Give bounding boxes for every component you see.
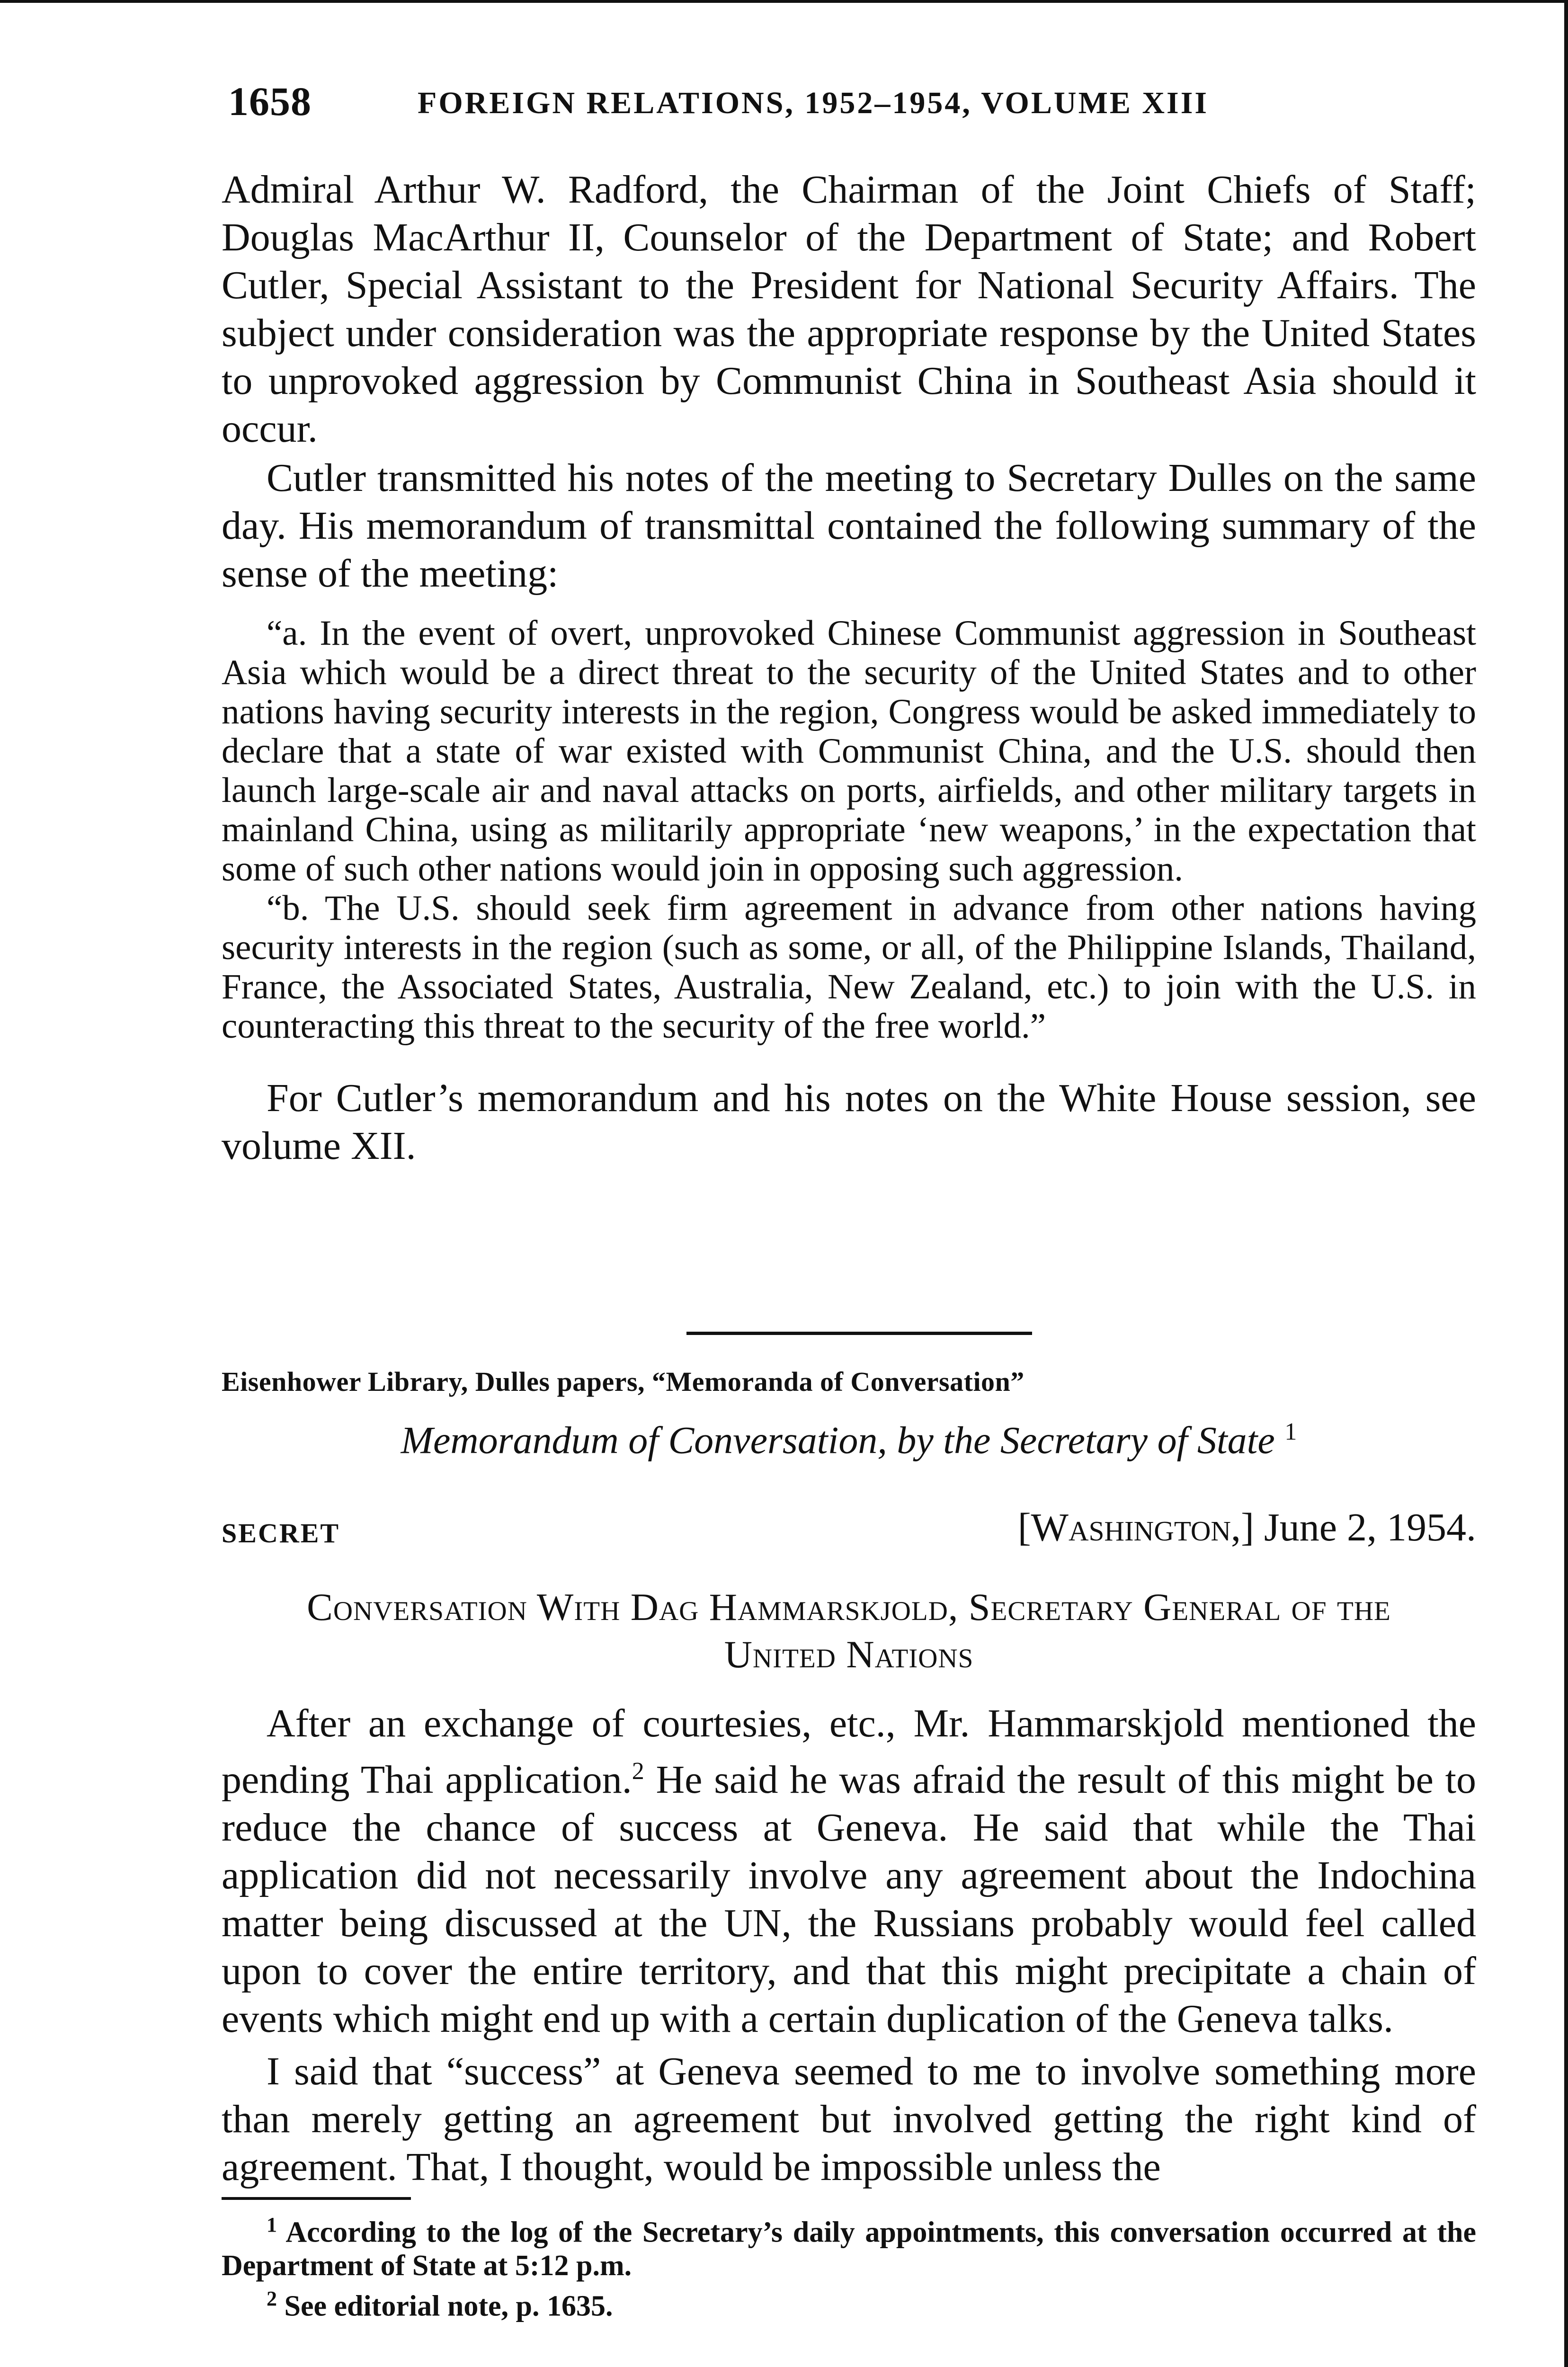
section-divider [686,1332,1032,1335]
document-title-text: Memorandum of Conversation, by the Secretary of State [401,1418,1275,1462]
page-edge-top [0,0,1568,3]
footnote-1-mark: 1 [267,2213,277,2236]
page-header [228,76,1308,133]
page-edge-right [1564,0,1568,2367]
memorandum-body [222,1700,1476,2191]
quoted-summary-a: “a. In the event of overt, unprovoked Chinese Communist aggression in Southeast Asia which would be a direct threat to the security of the United States and to other nations having security interests in the region, Congress would be asked immediately to declare that a state of war existed with Communist China, and the U.S. should then launch large-scale air and naval attacks on ports, airfields, and other military targets in mainland China, using as militarily appropriate ‘new weapons,’ in the expectation that some of such other nations would join in opposing such aggression. [222,614,1476,889]
footnote-2-text: See editorial note, p. 1635. [284,2290,613,2323]
dateline [1018,1504,1476,1550]
memo-paragraph-1-part-b: He said he was afraid the result of this might be to reduce the chance of success at Geneva. He said that while the Thai application did not necessarily involve any agreement about the Indochina matter being discussed at the UN, the Russians probably would feel called upon to cover the entire territory, and that this might precipitate a chain of events which might end up with a certain duplication of the Geneva talks. [222,1758,1476,2041]
footnote-ref-2: 2 [632,1758,644,1785]
footnote-2-mark: 2 [267,2287,277,2310]
footnote-2 [222,2282,1476,2323]
classification-marking: SECRET [222,1518,340,1548]
footnote-ref-1: 1 [1284,1418,1297,1445]
running-head: FOREIGN RELATIONS, 1952–1954, VOLUME XIII [418,86,1209,120]
memo-paragraph-1 [222,1700,1476,2043]
footnotes [222,2208,1476,2323]
footnote-1 [222,2208,1476,2282]
editorial-paragraph-1: Admiral Arthur W. Radford, the Chairman of the Joint Chiefs of Staff; Douglas MacArthur II, Counselor of the Department of State; and Robert Cutler, Special Assistant to the President for National Security Affairs. The subject under consideration was the appropriate response by the United States to unprovoked aggression by Communist China in Southeast Asia should it occur. [222,168,1476,451]
editorial-note [222,166,1476,1170]
subject-line-2: United Nations [724,1633,974,1676]
editorial-paragraph-3: For Cutler’s memorandum and his notes on the White House session, see volume XII. [222,1076,1476,1168]
dateline-place: [Washington,] [1017,1505,1255,1549]
dateline-date: June 2, 1954. [1264,1505,1476,1549]
subject-heading [222,1584,1476,1678]
footnote-rule [222,2197,411,2200]
footnote-1-text: According to the log of the Secretary’s daily appointments, this conversation occurred at the Department of State at 5:12 p.m. [222,2216,1476,2282]
subject-line-1: Conversation With Dag Hammarskjold, Secretary General of the [307,1585,1391,1628]
memo-paragraph-1-part-a: After an exchange of courtesies, etc., Mr. Hammarskjold mentioned the pending Thai application. [222,1701,1476,1802]
page-number: 1658 [228,79,312,124]
memo-paragraph-2: I said that “success” at Geneva seemed to me to involve something more than merely getting an agreement but involved getting the right kind of agreement. That, I thought, would be impossible unless the [222,2049,1476,2189]
editorial-paragraph-2: Cutler transmitted his notes of the meeting to Secretary Dulles on the same day. His memorandum of transmittal contained the following summary of the sense of the meeting: [222,456,1476,596]
document-source: Eisenhower Library, Dulles papers, “Memoranda of Conversation” [222,1366,1025,1397]
quoted-summary-b: “b. The U.S. should seek firm agreement in advance from other nations having security interests in the region (such as some, or all, of the Philippine Islands, Thailand, France, the Associated States, Australia, New Zealand, etc.) to join with the U.S. in counteracting this threat to the security of the free world.” [222,889,1476,1046]
document-title [222,1418,1476,1462]
